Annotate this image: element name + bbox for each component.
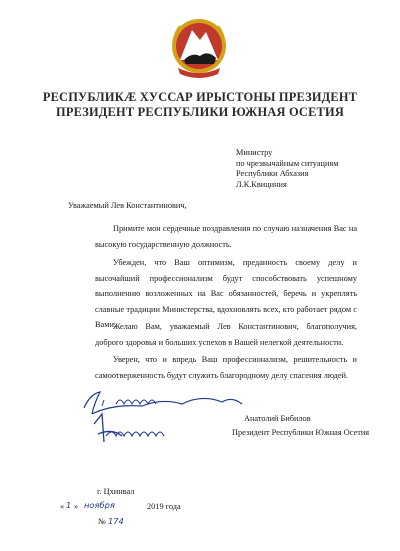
addressee-line: Республики Абхазия [236, 169, 309, 179]
salutation: Уважаемый Лев Константинович, [68, 201, 187, 210]
city-label: г. Цхинвал [97, 487, 135, 496]
date-day: 1 [66, 500, 72, 510]
letter-paragraph: Примите мои сердечные поздравления по случаю назначения Вас на высокую государственную должность. [95, 224, 357, 249]
date-line: « 1 » ноября 2019 года [60, 500, 181, 511]
date-year: 2019 года [147, 502, 181, 511]
coat-of-arms-emblem [170, 16, 228, 82]
letterhead-line-ossetian: РЕСПУБЛИКÆ ХУССАР ИРЫСТОНЫ ПРЕЗИДЕНТ [42, 90, 358, 104]
addressee-line: по чрезвычайным ситуациям [236, 158, 339, 168]
letter-paragraph: Убежден, что Ваш оптимизм, преданность своему делу и высочайший профессионализм будут способствовать успешному выполнению возложенных на Вас обязанностей, беречь и укреплять славные традиции Министерства, вдохновлять всех, кто работает рядом с Вами. [95, 258, 357, 330]
letter-paragraph: Уверен, что и впредь Ваш профессионализм, решительность и самоотверженность будут служить благородному делу спасения людей. [95, 355, 357, 380]
date-month: ноября [84, 500, 115, 510]
signer-block [232, 412, 369, 440]
addressee-line: Л.К.Квициния [236, 179, 287, 189]
addressee-block [236, 148, 338, 190]
number-value: 174 [108, 516, 124, 526]
document-number [98, 516, 124, 526]
signer-title: Президент Республики Южная Осетия [232, 428, 370, 437]
addressee-line: Министру [236, 148, 273, 157]
signer-name: Анатолий Бибилов [244, 414, 311, 423]
letterhead-line-russian: ПРЕЗИДЕНТ РЕСПУБЛИКИ ЮЖНАЯ ОСЕТИЯ [56, 105, 344, 119]
letter-paragraph: Желаю Вам, уважаемый Лев Константинович, благополучия, доброго здоровья и больших успехов в Вашей нелегкой деятельности. [95, 322, 357, 347]
number-label: № [98, 517, 106, 526]
